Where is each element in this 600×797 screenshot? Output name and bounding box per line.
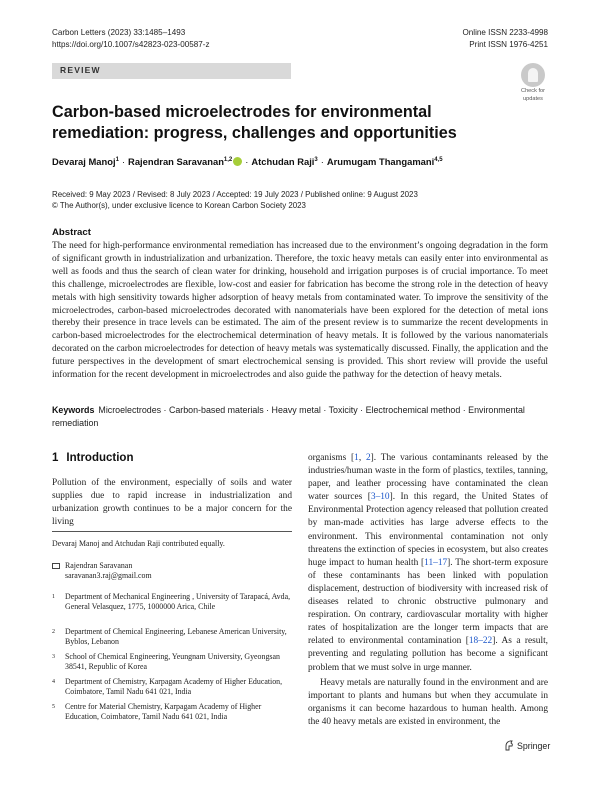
author-list: [52, 156, 552, 167]
section-number: 1: [52, 452, 59, 464]
online-issn: Online ISSN 2233-4998: [462, 28, 548, 37]
doi-link[interactable]: https://doi.org/10.1007/s42823-023-00587-z: [52, 40, 210, 49]
print-issn: Print ISSN 1976-4251: [469, 40, 548, 49]
publisher-mark: [504, 740, 550, 751]
author-affiliation: 3: [314, 156, 318, 163]
orcid-icon[interactable]: [233, 157, 242, 166]
citation-link[interactable]: 2: [366, 453, 371, 463]
intro-paragraph-2: Heavy metals are naturally found in the environment and are important to plants and humans but when they accumulate in organisms it can become hazardous to human health. Among the 40 heavy metals are existed in environment, the: [308, 677, 548, 727]
intro-left-paragraph: Pollution of the environment, especially of soils and water supplies due to rapid increase in industrialization and urbanization growth continues to be a major concern for the living: [52, 478, 292, 528]
affiliation-text: School of Chemical Engineering, Yeungnam University, Gyeongsan 38541, Republic of Korea: [65, 652, 280, 672]
springer-horse-icon: [504, 740, 514, 751]
article-history: [52, 189, 418, 211]
corresponding-author: [52, 561, 292, 583]
keywords-list: Microelectrodes · Carbon-based materials · Heavy metal · Toxicity · Electrochemical method · Environmental remediation: [52, 405, 525, 428]
author-separator: ·: [245, 156, 249, 167]
running-header-right: [463, 27, 549, 51]
citation-link[interactable]: 18–22: [468, 636, 493, 647]
article-category-bar: [52, 63, 291, 79]
copyright-line: © The Author(s), under exclusive licence to Korean Carbon Society 2023: [52, 201, 306, 210]
keywords-label: Keywords: [52, 405, 95, 415]
corresponding-name: Rajendran Saravanan: [65, 561, 133, 570]
contribution-note: Devaraj Manoj and Atchudan Raji contributed equally.: [52, 539, 225, 548]
check-for-updates-badge[interactable]: [517, 63, 549, 102]
citation-link[interactable]: 3–10: [370, 492, 390, 503]
author-affiliation: 1: [115, 156, 119, 163]
affiliation-number: 1: [52, 594, 55, 600]
affiliation-number: 2: [52, 629, 55, 635]
section-title: Introduction: [66, 452, 134, 464]
affiliation-number: 4: [52, 679, 55, 685]
author-name[interactable]: Rajendran Saravanan: [128, 156, 224, 167]
affiliation-text: Department of Chemistry, Karpagam Academy of Higher Education, Coimbatore, Tamil Nadu 641 021, India: [65, 677, 283, 697]
badge-line-1: Check for: [521, 88, 545, 94]
abstract-text: The need for high-performance environmental remediation has increased due to the environment’s ongoing degradation in the form of significant growth in industrialization and urbanization. Therefore, the toxic heavy metals can easily enter into environmental as well as foods and thus the search of clean water for drinking, household and irrigation purposes is of crucial importance. To meet this challenge, microelectrodes are flexible, low-cost and easier for fabrication has become the strong role in the detection of heavy metals with high sensitivity towards higher adsorption of heavy metals from contaminated water. To improve the sensitivity of the microelectrodes, carbon-based microelectrodes decorated with nanomaterials have been explored for the detection of metal ions thereby their presence in trace levels can be estimated. The aim of the present review is to summarize the recent developments in carbon-based microelectrodes for the electrochemical determination of heavy metals. It is followed by the various nanomaterials decorated on the carbon microelectrodes for detection of heavy metals was systematically discussed. Finally, the application and the future perspectives in the development of smart electrochemical sensing is provided. This short review will provide the useful information for the recent development in microelectrodes and also guide the pathway for the detection of heavy metals.: [52, 241, 548, 381]
author-separator: ·: [320, 156, 324, 167]
author-affiliation: 4,5: [434, 156, 443, 163]
history-dates: Received: 9 May 2023 / Revised: 8 July 2023 / Accepted: 19 July 2023 / Published online: 9 August 2023: [52, 190, 418, 199]
corresponding-email[interactable]: saravanan3.raj@gmail.com: [65, 571, 152, 581]
author-affiliation: 1,2: [223, 156, 233, 163]
footnote-divider: [52, 531, 292, 532]
section-heading: [52, 452, 133, 464]
publisher-name: Springer: [517, 741, 551, 751]
abstract-heading: Abstract: [52, 227, 91, 238]
intro-paragraph-1: organisms [1, 2]. The various contaminants released by the industries/human waste in the form of plastics, textiles, tanning, paper, and leather processing have contaminated the clean water sources [3–10]. In this regard, the United States of Environmental Protection agency released that pollution created by man-made activities has large adverse effects to the environment. This environmental contamination not only threatens the extinction of species in ecosystem, but also creates huge impact to human health [11–17]. The short-term exposure of these contaminants has been linked with population displacement, destruction of biodiversity with increased risk of diseases related to chronic obstructive pulmonary and respiration. On contrary, cardiovascular mortality with higher rates of hospitalization are the longer term impacts that are related to environmental contamination [18–22]. As a result, preventing and regulating pollution has become a significant problem that we must solve in urge manner.: [308, 453, 549, 673]
affiliation-text: Department of Mechanical Engineering , University of Tarapacá, Avda, General Velasquez, 1775, 1000000 Arica, Chile: [65, 592, 291, 612]
envelope-icon: [52, 563, 60, 569]
author-name[interactable]: Devaraj Manoj: [52, 156, 116, 167]
journal-citation: Carbon Letters (2023) 33:1485–1493: [52, 28, 186, 37]
affiliation-text: Centre for Material Chemistry, Karpagam Academy of Higher Education, Coimbatore, Tamil Nadu 641 021, India: [65, 702, 262, 722]
article-category: REVIEW: [60, 65, 101, 75]
citation-link[interactable]: 1: [354, 453, 359, 463]
running-header-left: [52, 27, 210, 51]
affiliation-number: 3: [52, 654, 55, 660]
article-title: Carbon-based microelectrodes for environmental remediation: progress, challenges and opportunities: [52, 103, 457, 142]
citation-link[interactable]: 11–17: [424, 557, 448, 568]
author-separator: ·: [121, 156, 126, 167]
intro-right-column: [308, 452, 548, 729]
author-name[interactable]: Atchudan Raji: [251, 156, 315, 167]
badge-line-2: updates: [523, 95, 543, 102]
author-name[interactable]: Arumugam Thangamani: [326, 156, 435, 167]
affiliation-number: 5: [52, 704, 55, 710]
keywords: [52, 404, 548, 430]
bookmark-icon: [521, 63, 545, 87]
affiliation-text: Department of Chemical Engineering, Lebanese American University, Byblos, Lebanon: [65, 627, 287, 647]
